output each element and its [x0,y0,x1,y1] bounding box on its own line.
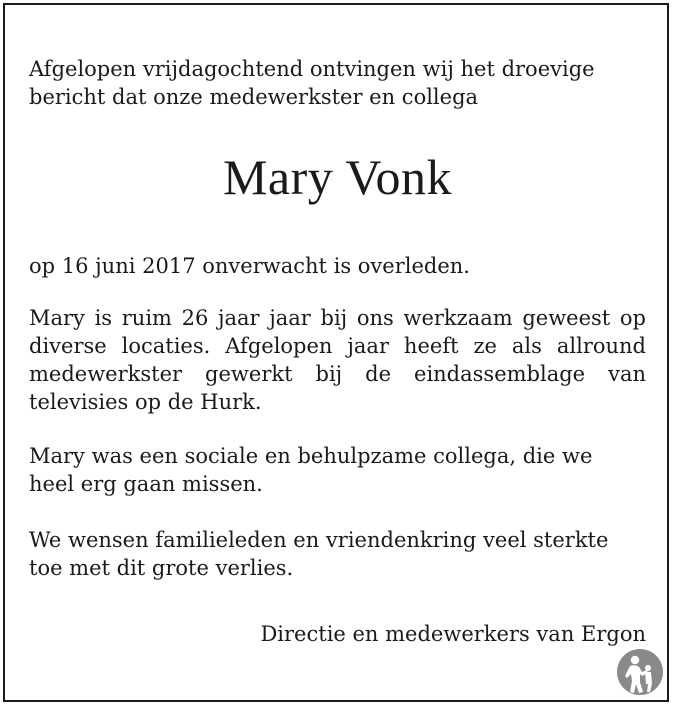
death-date-text [29,252,646,280]
tribute-text [29,442,646,498]
deceased-name: Mary Vonk [222,149,453,205]
paragraph-3: Mary was een sociale en behulpzame collega, die we heel erg gaan missen. [29,444,593,496]
signature: Directie en medewerkers van Ergon [260,622,646,646]
memorial-figure-icon [616,648,664,696]
career-text [29,304,646,416]
intro-text [29,55,646,111]
condolence-text [29,526,646,582]
paragraph-2: Mary is ruim 26 jaar jaar bij ons werkzaam geweest op diverse locaties. Afgelopen jaar heeft ze als allround medewerkster gewerkt bij de eindassemblage van televisies op de Hurk. [29,306,646,414]
paragraph-1: op 16 juni 2017 onverwacht is overleden. [29,254,470,278]
intro-paragraph: Afgelopen vrijdagochtend ontvingen wij het droevige bericht dat onze medewerkster en collega [29,57,595,109]
paragraph-4: We wensen familieleden en vriendenkring veel sterkte toe met dit grote verlies. [29,528,609,580]
